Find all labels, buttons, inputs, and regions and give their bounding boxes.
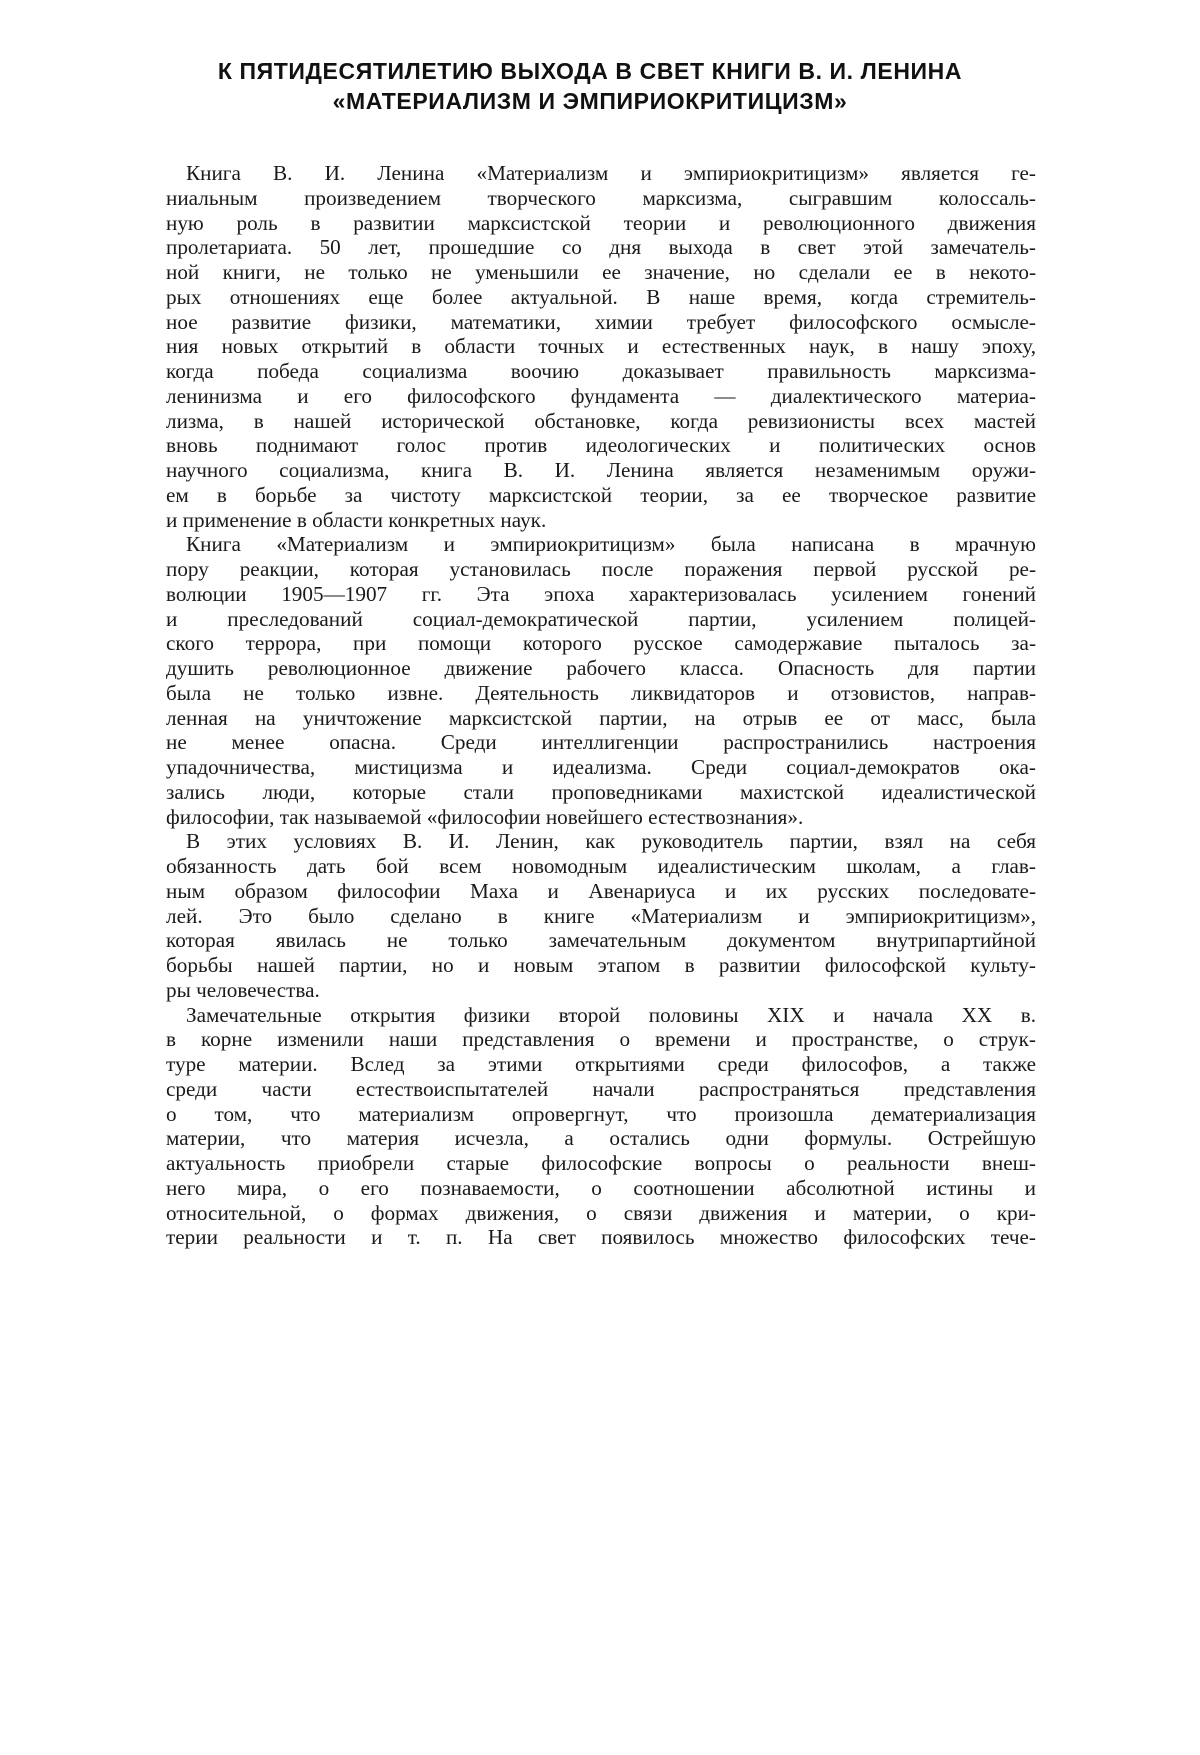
text-line: о том, что материализм опровергнут, что произошла дематериализация <box>166 1101 1036 1126</box>
text-line: среди части естествоиспытателей начали распространяться представления <box>166 1076 1036 1101</box>
text-line: не менее опасна. Среди интеллигенции распространились настроения <box>166 730 1036 755</box>
text-line: в корне изменили наши представления о времени и пространстве, о струк- <box>166 1027 1036 1052</box>
text-line: Книга «Материализм и эмпириокритицизм» была написана в мрачную <box>186 532 1036 557</box>
text-line: него мира, о его познаваемости, о соотношении абсолютной истины и <box>166 1175 1036 1200</box>
text-line: ную роль в развитии марксистской теории и революционного движения <box>166 210 1036 235</box>
article-title-line-2: «МАТЕРИАЛИЗМ И ЭМПИРИОКРИТИЦИЗМ» <box>332 88 848 114</box>
text-line: ным образом философии Маха и Авенариуса и их русских последовате- <box>166 878 1036 903</box>
text-line: пролетариата. 50 лет, прошедшие со дня выхода в свет этой замечатель- <box>166 235 1036 260</box>
text-line: Замечательные открытия физики второй половины XIX и начала XX в. <box>186 1002 1036 1027</box>
text-line: материи, что материя исчезла, а остались одни формулы. Острейшую <box>166 1126 1036 1151</box>
text-line: терии реальности и т. п. На свет появилось множество философских тече- <box>166 1225 1036 1250</box>
text-line: была не только извне. Деятельность ликвидаторов и отзовистов, направ- <box>166 680 1036 705</box>
text-line: когда победа социализма воочию доказывает правильность марксизма- <box>166 359 1036 383</box>
text-line: рых отношениях еще более актуальной. В наше время, когда стремитель- <box>166 284 1036 309</box>
text-line: ленная на уничтожение марксистской партии, на отрыв ее от масс, была <box>166 705 1036 730</box>
text-line: относительной, о формах движения, о связи движения и материи, о кри- <box>166 1200 1036 1225</box>
text-line: научного социализма, книга В. И. Ленина является незаменимым оружи- <box>166 458 1036 482</box>
text-line: волюции 1905—1907 гг. Эта эпоха характеризовалась усилением гонений <box>166 581 1036 606</box>
text-line: туре материи. Вслед за этими открытиями среди философов, а также <box>166 1052 1036 1076</box>
text-line: пору реакции, которая установилась после поражения первой русской ре- <box>166 557 1036 581</box>
text-line: ем в борьбе за чистоту марксистской теории, за ее творческое развитие <box>166 482 1036 507</box>
text-line: борьбы нашей партии, но и новым этапом в развитии философской культу- <box>166 953 1036 977</box>
text-line: обязанность дать бой всем новомодным идеалистическим школам, а глав- <box>166 854 1036 878</box>
text-line: зались люди, которые стали проповедниками махистской идеалистической <box>166 779 1036 804</box>
text-line: ной книги, не только не уменьшили ее значение, но сделали ее в некото- <box>166 260 1036 284</box>
text-line: которая явилась не только замечательным документом внутрипартийной <box>166 928 1036 953</box>
article-body <box>166 161 1036 1250</box>
text-line: душить революционное движение рабочего класса. Опасность для партии <box>166 656 1036 680</box>
paragraph-4 <box>166 1003 1036 1251</box>
text-line: философии, так называемой «философии новейшего естествознания». <box>166 804 804 829</box>
text-line: В этих условиях В. И. Ленин, как руководитель партии, взял на себя <box>186 829 1036 854</box>
paragraph-2 <box>166 532 1036 829</box>
article-title-line-1: К ПЯТИДЕСЯТИЛЕТИЮ ВЫХОДА В СВЕТ КНИГИ В. И. ЛЕНИНА <box>217 58 963 84</box>
paragraph-3 <box>166 829 1036 1002</box>
text-line: лизма, в нашей исторической обстановке, когда ревизионисты всех мастей <box>166 408 1036 433</box>
text-line: ниальным произведением творческого марксизма, сыгравшим колоссаль- <box>166 185 1036 210</box>
text-line: ния новых открытий в области точных и естественных наук, в нашу эпоху, <box>166 334 1036 359</box>
paragraph-1 <box>166 161 1036 532</box>
text-line: и преследований социал-демократической партии, усилением полицей- <box>166 606 1036 631</box>
text-line: вновь поднимают голос против идеологических и политических основ <box>166 433 1036 458</box>
text-line: ры человечества. <box>166 977 320 1002</box>
text-line: упадочничества, мистицизма и идеализма. Среди социал-демократов ока- <box>166 755 1036 779</box>
text-line: ленинизма и его философского фундамента — диалектического материа- <box>166 383 1036 408</box>
text-line: лей. Это было сделано в книге «Материализм и эмпириокритицизм», <box>166 903 1036 928</box>
text-line: и применение в области конкретных наук. <box>166 507 547 532</box>
text-line: актуальность приобрели старые философские вопросы о реальности внеш- <box>166 1151 1036 1175</box>
text-line: ное развитие физики, математики, химии требует философского осмысле- <box>166 309 1036 334</box>
text-line: Книга В. И. Ленина «Материализм и эмпириокритицизм» является ге- <box>186 161 1036 185</box>
article-title <box>150 56 1030 116</box>
text-line: ского террора, при помощи которого русское самодержавие пыталось за- <box>166 631 1036 656</box>
